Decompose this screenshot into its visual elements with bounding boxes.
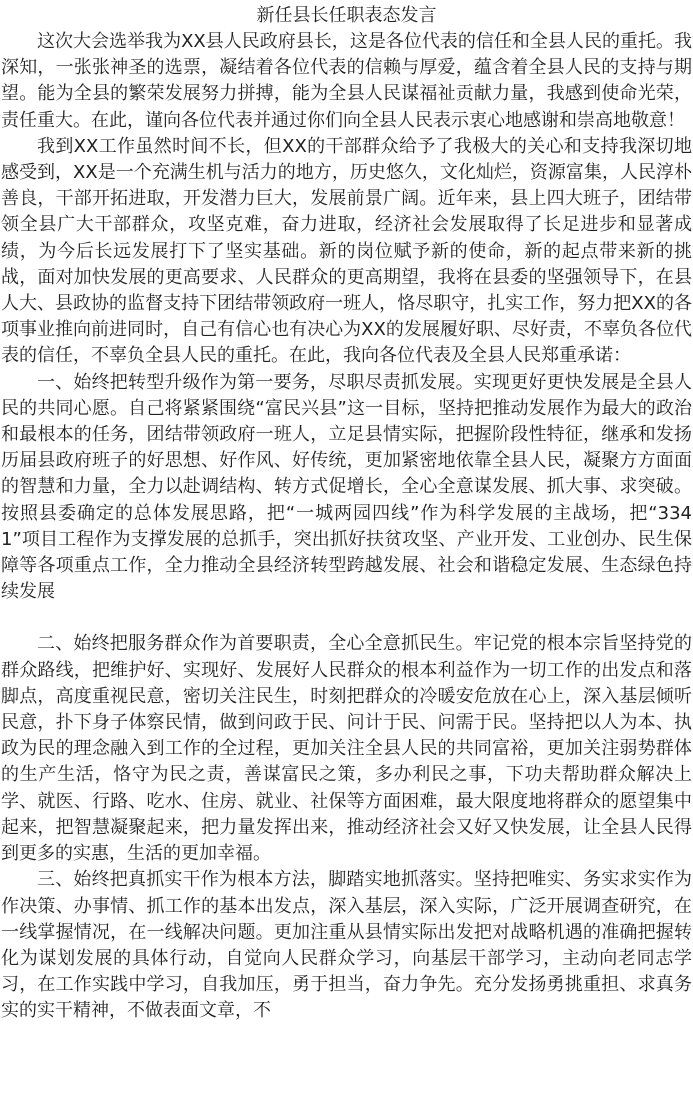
paragraph-opening: 这次大会选举我为XX县人民政府县长，这是各位代表的信任和全县人民的重托。我深知，一张张神圣的选票，凝结着各位代表的信赖与厚爱，蕴含着全县人民的支持与期望。能为全县的繁荣发展努力拼搏，能为全县人民谋福祉贡献力量，我感到使命光荣，责任重大。在此，谨向各位代表并通过你们向全县人民表示衷心地感谢和崇高地敬意！ (1, 31, 692, 131)
paragraph-pledge-livelihood: 二、始终把服务群众作为首要职责，全心全意抓民生。牢记党的根本宗旨坚持党的群众路线，把维护好、实现好、发展好人民群众的根本利益作为一切工作的出发点和落脚点，高度重视民意，密切关注民生，时刻把群众的冷暖安危放在心上，深入基层倾听民意，扑下身子体察民情，做到问政于民、问计于民、问需于民。坚持把以人为本、执政为民的理念融入到工作的全过程，更加关注全县人民的共同富裕，更加关注弱势群体的生产生活，恪守为民之责，善谋富民之策，多办利民之事，下功夫帮助群众解决上学、就医、行路、吃水、住房、就业、社保等方面困难，最大限度地将群众的愿望集中起来，把智慧凝聚起来，把力量发挥出来，推动经济社会又好又快发展，让全县人民得到更多的实惠，生活的更加幸福。 (1, 633, 692, 865)
paragraph-pledge-implementation: 三、始终把真抓实干作为根本方法，脚踏实地抓落实。坚持把唯实、务实求实作为作决策、办事情、抓工作的基本出发点，深入基层，深入实际，广泛开展调查研究，在一线掌握情况，在一线解决问题。更加注重从县情实际出发把对战略机遇的准确把握转化为谋划发展的具体行动，自觉向人民群众学习，向基层干部学习，主动向老同志学习，在工作实践中学习，自我加压，勇于担当，奋力争先。充分发扬勇挑重担、求真务实的实干精神，不做表面文章，不 (1, 869, 692, 1022)
document-title: 新任县长任职表态发言 (256, 5, 437, 26)
paragraph-background: 我到XX工作虽然时间不长，但XX的干部群众给予了我极大的关心和支持我深切地感受到，XX是一个充满生机与活力的地方，历史悠久，文化灿烂，资源富集，人民淳朴善良，干部开拓进取，开发潜力巨大，发展前景广阔。近年来，县上四大班子，团结带领全县广大干部群众，攻坚克难，奋力进取，经济社会发展取得了长足进步和显著成绩，为今后长远发展打下了坚实基础。新的岗位赋予新的使命，新的起点带来新的挑战，面对加快发展的更高要求、人民群众的更高期望，我将在县委的坚强领导下，在县人大、县政协的监督支持下团结带领政府一班人，恪尽职守，扎实工作，努力把XX的各项事业推向前进同时，自己有信心也有决心为XX的发展履好职、尽好责，不辜负各位代表的信任，不辜负全县人民的重托。在此，我向各位代表及全县人民郑重承诺： (1, 135, 692, 367)
paragraph-pledge-development: 一、始终把转型升级作为第一要务，尽职尽责抓发展。实现更好更快发展是全县人民的共同心愿。自己将紧紧围绕“富民兴县”这一目标，坚持把推动发展作为最大的政治和最根本的任务，团结带领政府一班人，立足县情实际，把握阶段性特征，继承和发扬历届县政府班子的好思想、好作风、好传统，更加紧密地依靠全县人民，凝聚方方面面的智慧和力量，全力以赴调结构、转方式促增长，全心全意谋发展、抓大事、求突破。按照县委确定的总体发展思路，把“一城两园四线”作为科学发展的主战场，把“3341”项目工程作为支撑发展的总抓手，突出抓好扶贫攻坚、产业开发、工业创办、民生保障等各项重点工作，全力推动全县经济转型跨越发展、社会和谐稳定发展、生态绿色持续发展 (1, 371, 692, 603)
